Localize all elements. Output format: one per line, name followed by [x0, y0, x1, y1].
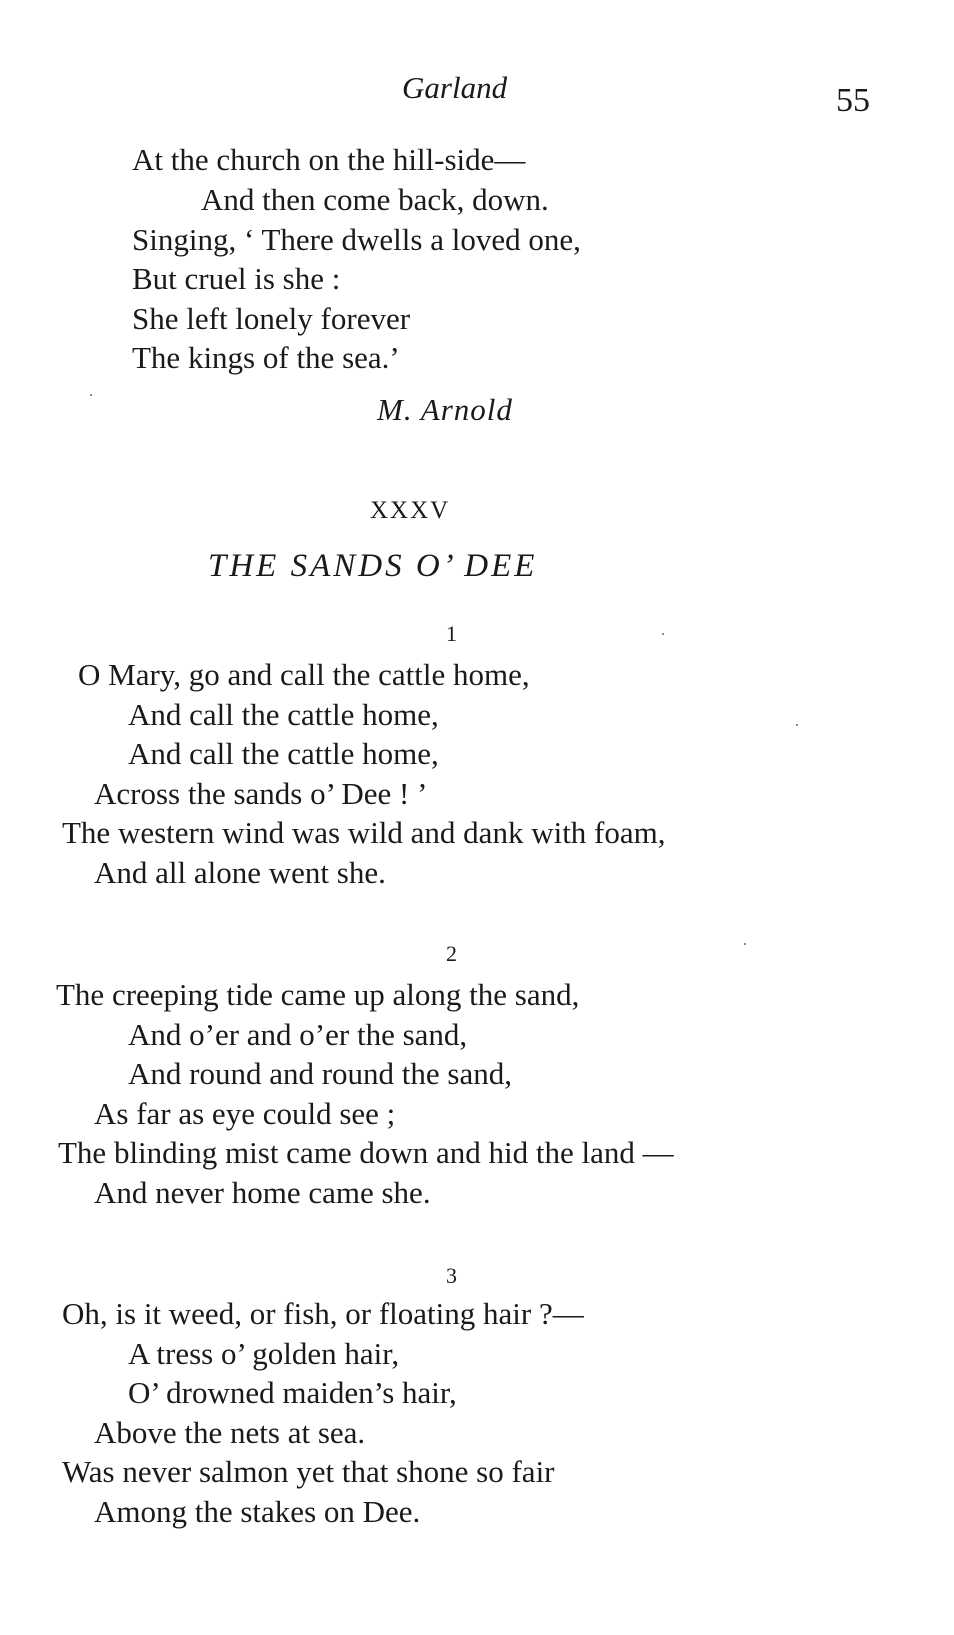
stanza-number: 3: [446, 1263, 457, 1288]
page-number: 55: [836, 82, 870, 119]
poem-line: At the church on the hill-side—: [132, 142, 526, 177]
attribution: M. Arnold: [377, 392, 513, 427]
poem-title: THE SANDS O’ DEE: [208, 548, 538, 584]
poem-line: The western wind was wild and dank with foam,: [62, 815, 666, 850]
poem-line: A tress o’ golden hair,: [128, 1336, 400, 1371]
poem-line: O’ drowned maiden’s hair,: [128, 1375, 457, 1410]
running-head: Garland: [402, 70, 508, 105]
poem-line: And round and round the sand,: [128, 1056, 512, 1091]
poem-number: XXXV: [370, 497, 451, 524]
paper-speck: [796, 724, 798, 726]
poem-line: Among the stakes on Dee.: [94, 1494, 421, 1529]
poem-line: The creeping tide came up along the sand,: [56, 977, 580, 1012]
poem-line: And all alone went she.: [94, 855, 386, 890]
poem-line: And never home came she.: [94, 1175, 431, 1210]
poem-line: And o’er and o’er the sand,: [128, 1017, 468, 1052]
poem-line: As far as eye could see ;: [94, 1096, 396, 1131]
poem-line: Above the nets at sea.: [94, 1415, 366, 1450]
poem-line: And call the cattle home,: [128, 697, 439, 732]
poem-line: Was never salmon yet that shone so fair: [62, 1454, 555, 1489]
poem-line: O Mary, go and call the cattle home,: [78, 657, 530, 692]
poem-line: But cruel is she :: [132, 261, 341, 296]
poem-line: And then come back, down.: [201, 182, 549, 217]
poem-line: Across the sands o’ Dee ! ’: [94, 776, 428, 811]
paper-speck: [90, 394, 92, 396]
paper-speck: [744, 943, 746, 945]
stanza-number: 2: [446, 941, 457, 966]
poem-line: The kings of the sea.’: [132, 340, 400, 375]
poem-line: The blinding mist came down and hid the land —: [58, 1135, 674, 1170]
poem-line: Singing, ‘ There dwells a loved one,: [132, 222, 581, 257]
paper-speck: [662, 633, 664, 635]
poem-line: And call the cattle home,: [128, 736, 439, 771]
stanza-number: 1: [446, 621, 457, 646]
poem-line: She left lonely forever: [132, 301, 411, 336]
poem-line: Oh, is it weed, or fish, or floating hair ?—: [62, 1296, 584, 1331]
